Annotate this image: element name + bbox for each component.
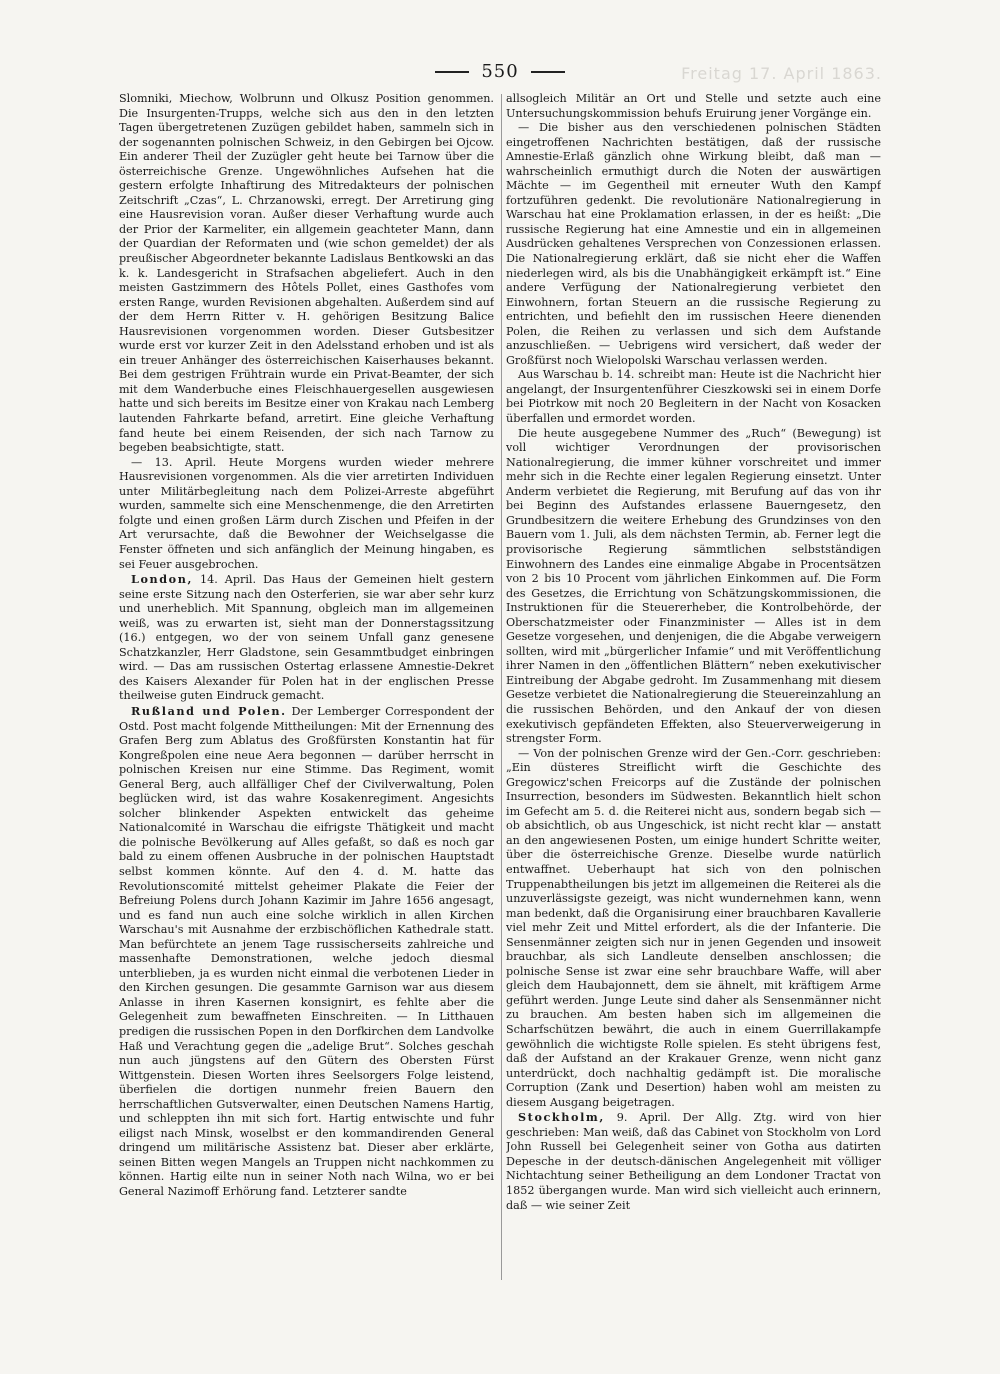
article-paragraph: Slomniki, Miechow, Wolbrunn und Olkusz Position genommen. Die Insurgenten-Trupps, welche sich aus den in den letzten Tagen übergetretenen Zuzügen gebildet haben, sammeln sich in der sogenannten polnischen Schweiz, in den Gebirgen bei Ojcow. Ein anderer Theil der Zuzügler geht heute bei Tarnow über die österreichische Grenze. Ungewöhnliches Aufsehen hat die gestern erfolgte Inhaftirung des Mitredakteurs der polnischen Zeitschrift „Czas“, L. Chrzanowski, erregt. Der Arretirung ging eine Hausrevision voran. Außer dieser Verhaftung wurde auch der Prior der Karmeliter, ein allgemein geachteter Mann, dann der Quardian der Reformaten und (wie schon gemeldet) der als preußischer Abgeordneter bekannte Ladislaus Bentkowski an das k. k. Landesgericht in Strafsachen abgeliefert. Auch in den meisten Gastzimmern des Hôtels Pollet, eines Gasthofes vom ersten Range, wurden Revisionen abgehalten. Außerdem sind auf der dem Herrn Ritter v. H. gehörigen Besitzung Balice Hausrevisionen vorgenommen worden. Dieser Gutsbesitzer wurde erst vor kurzer Zeit in den Adelsstand erhoben und ist als ein treuer Anhänger des österreichischen Kaiserhauses bekannt. Bei dem gestrigen Frühtrain wurde ein Privat-Beamter, der sich mit dem Wanderbuche eines Fleischhauergesellen ausgewiesen hatte und sich bereits im Besitze einer von Krakau nach Lemberg lautenden Fahrkarte befand, arretirt. Eine gleiche Verhaftung fand heute bei einem Reisenden, der sich nach Tarnow zu begeben beabsichtigte, statt. <box>119 92 494 455</box>
page-number: 550 <box>469 61 530 82</box>
dateline: Stockholm, <box>518 1110 605 1125</box>
article-paragraph <box>119 572 494 704</box>
article-paragraph: Die heute ausgegebene Nummer des „Ruch“ (Bewegung) ist voll wichtiger Verordnungen der provisorischen Nationalregierung, die immer kühner vorschreitet und immer mehr sich in die Rechte einer legalen Regierung einsetzt. Unter Anderm verbietet die Regierung, mit Berufung auf das von ihr bei Beginn des Aufstandes erlassene Bauerngesetz, den Grundbesitzern die weitere Erhebung des Grundzinses von den Bauern vom 1. Juli, als dem nächsten Termin, ab. Ferner legt die provisorische Regierung sämmtlichen selbstständigen Einwohnern des Landes eine einmalige Abgabe in Procentsätzen von 2 bis 10 Procent vom jährlichen Einkommen auf. Die Form des Gesetzes, die Errichtung von Schätzungskommissionen, die Instruktionen für die Steuererheber, die Kontrolbehörde, der Oberschatzmeister oder Finanzminister — Alles ist in dem Gesetze vorgesehen, und denjenigen, die die Abgabe verweigern sollten, wird mit „bürgerlicher Infamie“ und mit Veröffentlichung ihrer Namen in den „öffentlichen Blättern“ neben exekutivischer Eintreibung der Abgabe gedroht. Im Zusammenhang mit diesem Gesetze verbietet die Nationalregierung die Steuereinzahlung an die russischen Behörden, und den Ankauf der von diesen exekutivisch gepfändeten Effekten, also Steuerverweigerung in strengster Form. <box>506 426 881 746</box>
article-paragraph: — Von der polnischen Grenze wird der Gen.-Corr. geschrieben: „Ein düsteres Streiflicht wirft die Geschichte des Gregowicz'schen Freicorps auf die Zustände der polnischen Insurrection, besonders im Südwesten. Bekanntlich hielt schon im Gefecht am 5. d. die Reiterei nicht aus, sondern begab sich — ob absichtlich, ob aus Ungeschick, ist nicht recht klar — anstatt an den angewiesenen Posten, um einige hundert Schritte weiter, über die österreichische Grenze. Dieselbe wurde natürlich entwaffnet. Ueberhaupt hat sich von den polnischen Truppenabtheilungen bis jetzt im allgemeinen die Reiterei als die unzuverlässigste gezeigt, was nicht wundernehmen kann, wenn man bedenkt, daß die Organisirung einer brauchbaren Kavallerie viel mehr Zeit und Mittel erfordert, als die der Infanterie. Die Sensenmänner zeigten sich nur in jenen Gegenden und insoweit brauchbar, als sich Landleute denselben anschlossen; die polnische Sense ist zwar eine sehr brauchbare Waffe, will aber gleich dem Haubajonnett, dem sie ähnelt, mit kräftigem Arme geführt werden. Junge Leute sind daher als Sensenmänner nicht zu brauchen. Am besten haben sich im allgemeinen die Scharfschützen bewährt, die auch in einem Guerrillakampfe gewöhnlich die wichtigste Rolle spielen. Es steht übrigens fest, daß der Aufstand an der Krakauer Grenze, wenn nicht ganz unterdrückt, doch nachhaltig gedämpft ist. Die moralische Corruption (Zank und Desertion) haben wohl am meisten zu diesem Ausgang beigetragen. <box>506 746 881 1109</box>
paragraph-body: Der Lemberger Correspondent der Ostd. Post macht folgende Mittheilungen: Mit der Ernennung des Grafen Berg zum Ablatus des Großfürsten Konstantin hat für Kongreßpolen eine neue Aera begonnen — darüber herrscht in polnischen Kreisen nur eine Stimme. Das Regiment, womit General Berg, auch allfälliger Chef der Civilverwaltung, Polen beglücken wird, ist das wahre Kosakenregiment. Angesichts solcher blinkender Aspekten entwickelt das geheime Nationalcomité in Warschau die eifrigste Thätigkeit und macht die polnische Bevölkerung auf Alles gefaßt, so daß es noch gar bald zu einem offenen Ausbruche in der polnischen Hauptstadt selbst kommen könnte. Auf den 4. d. M. hatte das Revolutionscomité mittelst geheimer Plakate die Feier der Befreiung Polens durch Johann Kazimir im Jahre 1656 angesagt, und es fand nun auch eine solche wirklich in allen Kirchen Warschau's mit Ausnahme der erzbischöflichen Kathedrale statt. Man befürchtete an jenem Tage russischerseits zahlreiche und massenhafte Demonstrationen, welche jedoch diesmal unterblieben, ja es wurden nicht einmal die verbotenen Lieder in den Kirchen gesungen. Die gesammte Garnison war aus diesem Anlasse in ihren Kasernen konsignirt, es fehlte aber die Gelegenheit zum bewaffneten Einschreiten. — In Litthauen predigen die russischen Popen in den Dorfkirchen dem Landvolke Haß und Verachtung gegen die „adelige Brut“. Solches geschah nun auch jüngstens auf den Gütern des Obersten Fürst Wittgenstein. Diesen Worten ihres Seelsorgers Folge leistend, überfielen die dortigen nunmehr freien Bauern den herrschaftlichen Gutsverwalter, einen Deutschen Namens Hartig, und schleppten ihn mit sich fort. Hartig entwischte und fuhr eiligst nach Minsk, woselbst er den kommandirenden General dringend um militärische Assistenz bat. Dieser aber erklärte, seinen Bitten wegen Mangels an Truppen nicht nachkommen zu können. Hartig eilte nun in seiner Noth nach Wilna, wo er bei General Nazimoff Erhörung fand. Letzterer sandte <box>119 704 494 1199</box>
section-heading: Rußland und Polen. <box>131 703 287 718</box>
right-column <box>506 92 881 1282</box>
article-paragraph: — 13. April. Heute Morgens wurden wieder mehrere Hausrevisionen vorgenommen. Als die vier arretirten Individuen unter Militärbegleitung nach dem Polizei-Arreste abgeführt wurden, sammelte sich eine Menschenmenge, die den Arretirten folgte und einen großen Lärm durch Zischen und Pfeifen in der Art verursachte, daß die Bewohner der Weichselgasse die Fenster öffneten und sich anfänglich der Meinung hingaben, es sei Feuer ausgebrochen. <box>119 455 494 571</box>
article-paragraph: — Die bisher aus den verschiedenen polnischen Städten eingetroffenen Nachrichten bestätigen, daß der russische Amnestie-Erlaß gänzlich ohne Wirkung bleibt, daß man — wahrscheinlich ermuthigt durch die Noten der auswärtigen Mächte — im Gegentheil mit erneuter Wuth den Kampf fortzuführen gedenkt. Die revolutionäre Nationalregierung in Warschau hat eine Proklamation erlassen, in der es heißt: „Die russische Regierung hat eine Amnestie und ein in allgemeinen Ausdrücken gehaltenes Versprechen von Conzessionen erlassen. Die Nationalregierung erklärt, daß sie nicht eher die Waffen niederlegen wird, als bis die Unabhängigkeit erkämpft ist.“ Eine andere Verfügung der Nationalregierung verbietet den Einwohnern, fortan Steuern an die russische Regierung zu entrichten, und befiehlt den im russischen Heere dienenden Polen, die Reihen zu verlassen und sich dem Aufstande anzuschließen. — Uebrigens wird versichert, daß weder der Großfürst noch Wielopolski Warschau verlassen werden. <box>506 121 881 367</box>
paragraph-body: 14. April. Das Haus der Gemeinen hielt gestern seine erste Sitzung nach den Osterferien, sie war aber sehr kurz und unerheblich. Mit Spannung, obgleich man im allgemeinen weiß, was zu erwarten ist, sieht man der Donnerstagssitzung (16.) entgegen, wo der von seinem Unfall ganz genesene Schatzkanzler, Herr Gladstone, sein Gesammtbudget einbringen wird. — Das am russischen Ostertag erlassene Amnestie-Dekret des Kaisers Alexander für Polen hat in der englischen Presse theilweise guten Eindruck gemacht. <box>119 573 494 703</box>
article-paragraph: allsogleich Militär an Ort und Stelle und setzte auch eine Untersuchungskommission behufs Eruirung jener Vorgänge ein. <box>506 92 881 120</box>
article-paragraph <box>506 1110 881 1213</box>
text-columns <box>119 92 881 1282</box>
bleed-through-header: Freitag 17. April 1863. <box>681 64 882 83</box>
dateline: London, <box>131 572 193 587</box>
left-column <box>119 92 494 1282</box>
article-paragraph: Aus Warschau b. 14. schreibt man: Heute ist die Nachricht hier angelangt, der Insurgentenführer Cieszkowski sei in einem Dorfe bei Piotrkow mit noch 20 Begleitern in der Nacht von Kosacken überfallen und ermordet worden. <box>506 368 881 426</box>
paragraph-body: 9. April. Der Allg. Ztg. wird von hier geschrieben: Man weiß, daß das Cabinet von Stockholm von Lord John Russell bei Gelegenheit seiner von Gotha aus datirten Depesche in der deutsch-dänischen Angelegenheit mit völliger Nichtachtung seiner Betheiligung an dem Londoner Tractat von 1852 übergangen wurde. Man wird sich vielleicht auch erinnern, daß — wie seiner Zeit <box>506 1111 881 1212</box>
article-paragraph <box>119 704 494 1200</box>
